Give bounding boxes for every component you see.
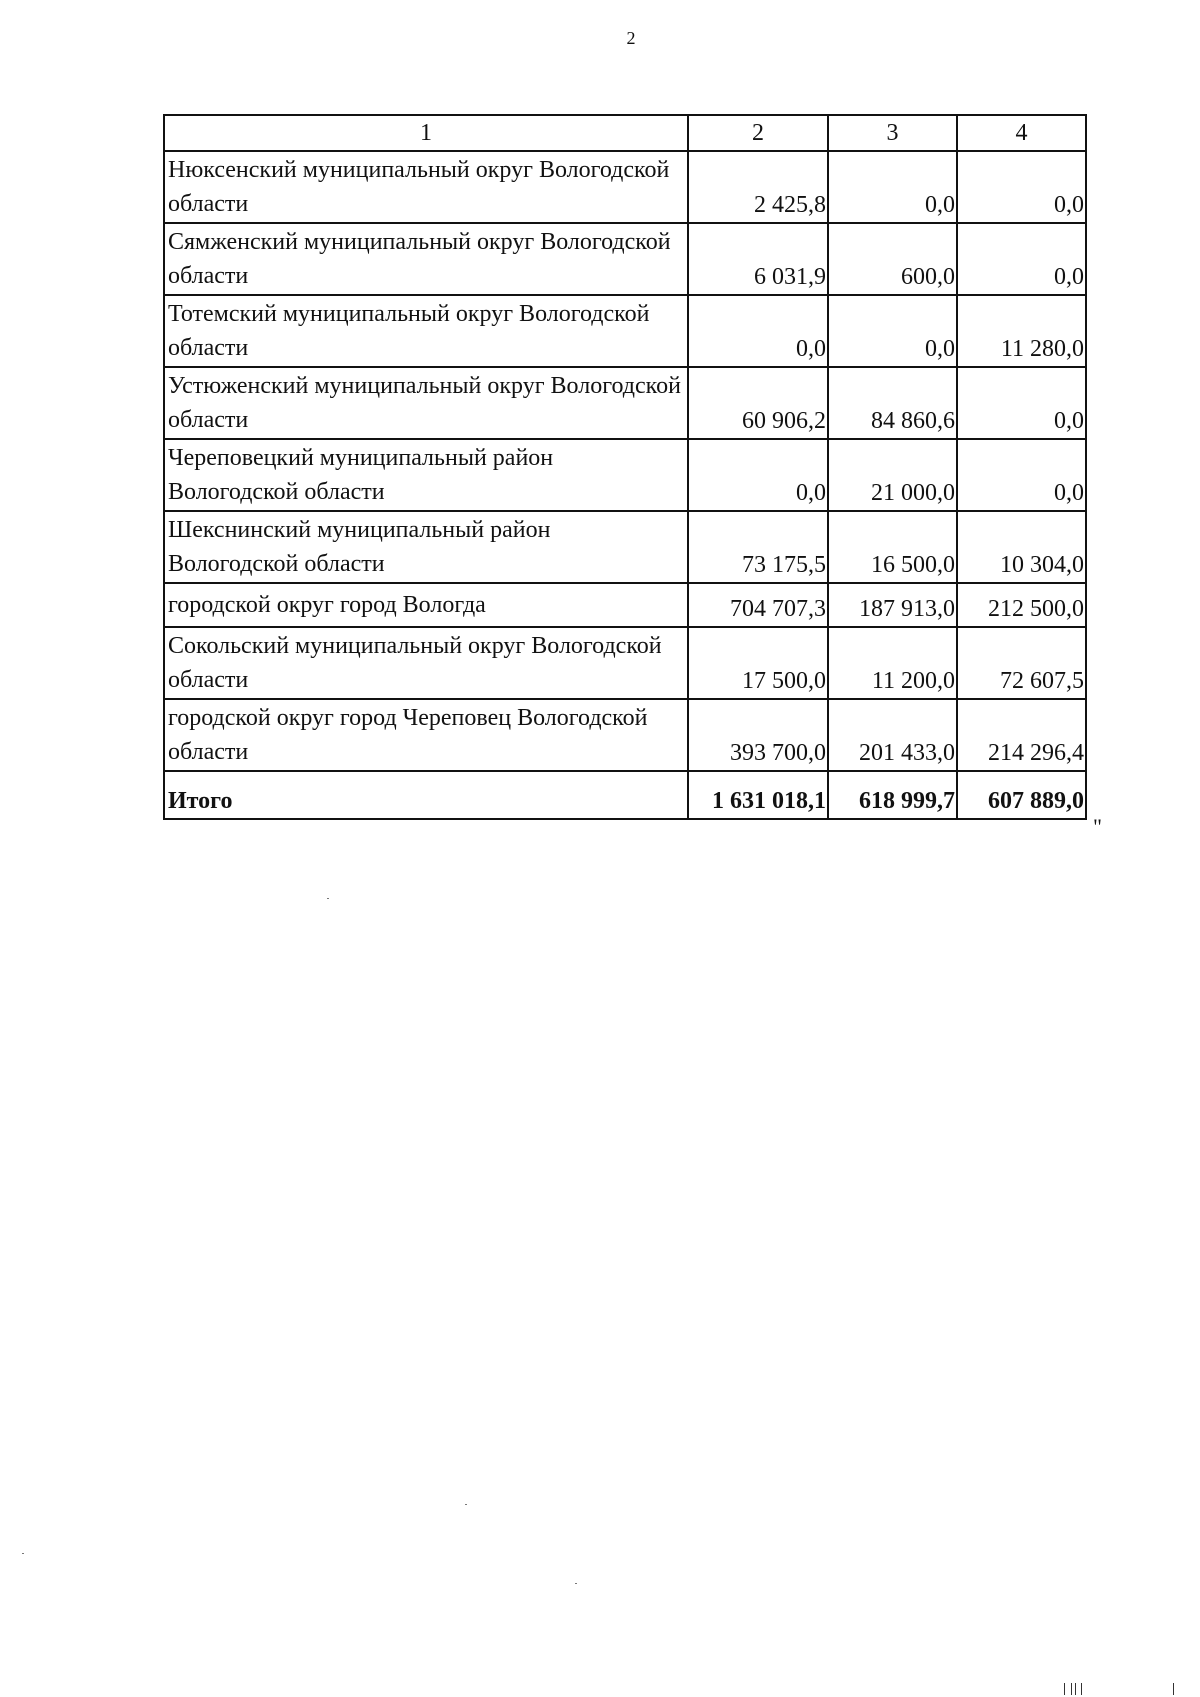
table-row	[164, 223, 1086, 295]
table-row	[164, 627, 1086, 699]
municipality-name: Сокольский муниципальный округ Вологодской области	[164, 627, 688, 699]
value-col-2: 0,0	[688, 295, 828, 367]
total-label: Итого	[164, 771, 688, 819]
value-col-3: 600,0	[828, 223, 957, 295]
value-col-3: 16 500,0	[828, 511, 957, 583]
column-header: 1	[164, 115, 688, 151]
value-col-4: 212 500,0	[957, 583, 1086, 627]
value-col-4: 0,0	[957, 439, 1086, 511]
scan-edge-mark	[1064, 1683, 1065, 1695]
value-col-2: 704 707,3	[688, 583, 828, 627]
value-col-3: 21 000,0	[828, 439, 957, 511]
value-col-2: 17 500,0	[688, 627, 828, 699]
total-col-4: 607 889,0	[957, 771, 1086, 819]
closing-quote-mark: "	[1093, 814, 1102, 839]
scan-speck	[327, 898, 329, 899]
value-col-4: 0,0	[957, 223, 1086, 295]
column-header: 3	[828, 115, 957, 151]
scan-speck	[575, 1583, 577, 1584]
value-col-2: 73 175,5	[688, 511, 828, 583]
value-col-3: 0,0	[828, 295, 957, 367]
value-col-4: 214 296,4	[957, 699, 1086, 771]
value-col-4: 0,0	[957, 151, 1086, 223]
value-col-2: 2 425,8	[688, 151, 828, 223]
value-col-4: 10 304,0	[957, 511, 1086, 583]
value-col-2: 60 906,2	[688, 367, 828, 439]
municipality-name: Шекснинский муниципальный район Вологодской области	[164, 511, 688, 583]
value-col-3: 0,0	[828, 151, 957, 223]
value-col-2: 6 031,9	[688, 223, 828, 295]
scan-edge-mark	[1081, 1683, 1082, 1695]
scan-edge-mark	[1071, 1683, 1072, 1695]
scan-speck	[22, 1553, 24, 1554]
municipality-name: Устюженский муниципальный округ Вологодской области	[164, 367, 688, 439]
table-row	[164, 583, 1086, 627]
table-row	[164, 151, 1086, 223]
value-col-3: 11 200,0	[828, 627, 957, 699]
municipality-name: городской округ город Череповец Вологодской области	[164, 699, 688, 771]
municipality-name: Нюксенский муниципальный округ Вологодской области	[164, 151, 688, 223]
scan-speck	[465, 1504, 467, 1505]
column-header: 4	[957, 115, 1086, 151]
table-row	[164, 699, 1086, 771]
municipality-name: городской округ город Вологда	[164, 583, 688, 627]
total-row	[164, 771, 1086, 819]
allocation-table	[163, 114, 1087, 820]
value-col-3: 201 433,0	[828, 699, 957, 771]
value-col-4: 72 607,5	[957, 627, 1086, 699]
table-row	[164, 511, 1086, 583]
value-col-4: 11 280,0	[957, 295, 1086, 367]
municipality-name: Тотемский муниципальный округ Вологодской области	[164, 295, 688, 367]
allocation-table-container	[163, 114, 1087, 820]
total-col-2: 1 631 018,1	[688, 771, 828, 819]
value-col-4: 0,0	[957, 367, 1086, 439]
value-col-3: 84 860,6	[828, 367, 957, 439]
municipality-name: Череповецкий муниципальный район Вологодской области	[164, 439, 688, 511]
table-row	[164, 295, 1086, 367]
total-col-3: 618 999,7	[828, 771, 957, 819]
header-row	[164, 115, 1086, 151]
value-col-2: 393 700,0	[688, 699, 828, 771]
municipality-name: Сямженский муниципальный округ Вологодской области	[164, 223, 688, 295]
value-col-3: 187 913,0	[828, 583, 957, 627]
scan-edge-mark	[1075, 1683, 1076, 1695]
page-number: 2	[626, 28, 636, 48]
table-row	[164, 367, 1086, 439]
column-header: 2	[688, 115, 828, 151]
table-row	[164, 439, 1086, 511]
value-col-2: 0,0	[688, 439, 828, 511]
scan-edge-mark	[1173, 1683, 1174, 1695]
